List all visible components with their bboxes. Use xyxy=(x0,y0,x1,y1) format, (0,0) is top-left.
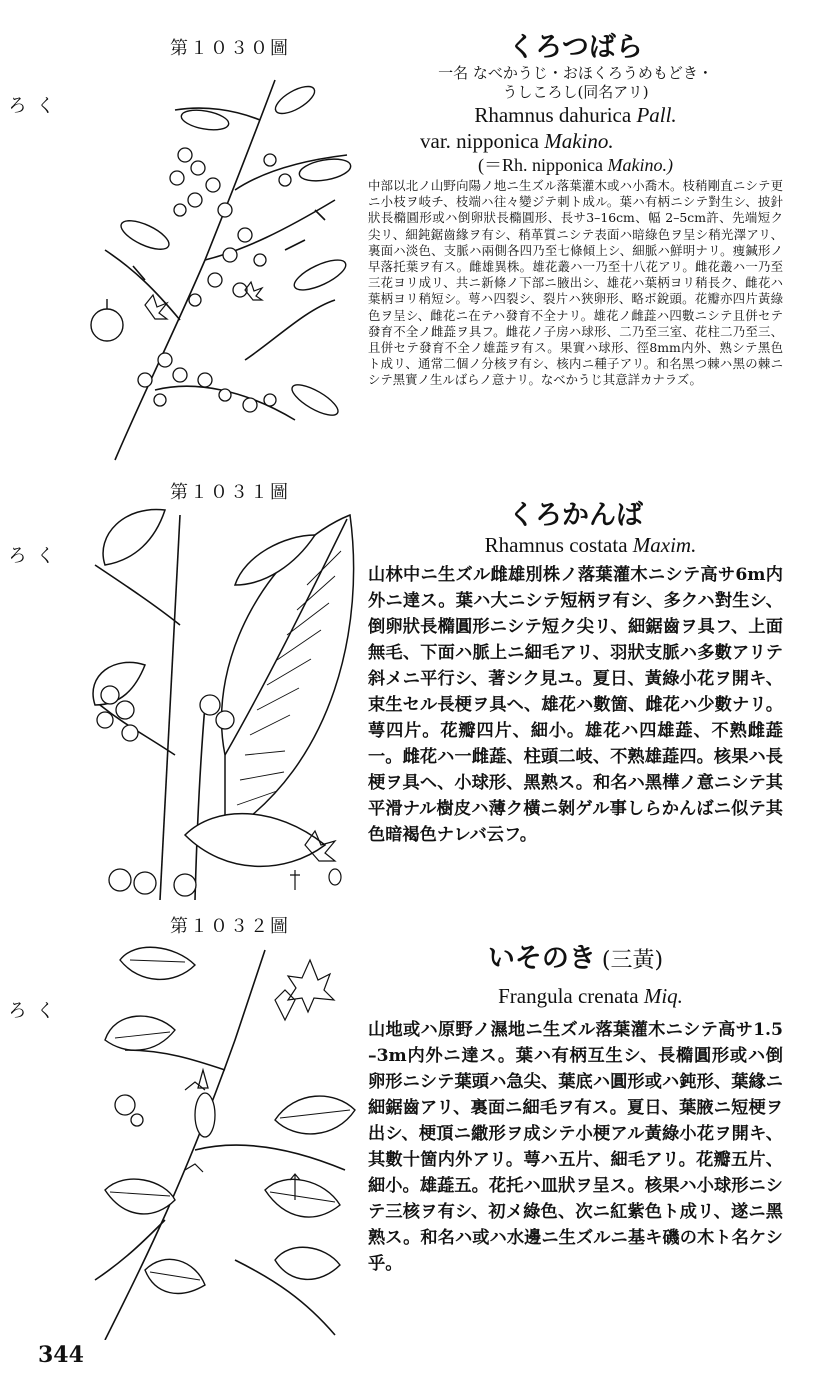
entry-text xyxy=(368,32,783,389)
scientific-name xyxy=(368,983,783,1009)
alias-line: うしころし(同名アリ) xyxy=(502,83,649,101)
family-label: くろ xyxy=(5,545,55,565)
japanese-name-kanji: (三黃) xyxy=(601,948,664,973)
synonym xyxy=(368,154,783,176)
figure-number: 第１０３２圖 xyxy=(170,916,290,937)
japanese-name-text: いそのき xyxy=(487,943,596,974)
japanese-name: くろかんば xyxy=(508,500,643,531)
scientific-author: Miq. xyxy=(643,984,683,1008)
japanese-name xyxy=(368,943,783,977)
variety-text: var. nipponica xyxy=(420,129,539,153)
illustration-isonoki xyxy=(85,940,357,1340)
entry-text xyxy=(368,943,783,1277)
variety-author: Makino. xyxy=(544,129,614,153)
description: 中部以北ノ山野向陽ノ地ニ生ズル落葉灌木或ハ小喬木。枝稍剛直ニシテ更ニ小枝ヲ岐チ、枝端ハ往々變ジテ刺ト成ル。葉ハ有柄ニシテ對生シ、披針狀長橢圓形或ハ倒卵狀長橢圓形、長サ3–16cm、幅 2–5cm許、先端短ク尖リ、細鈍鋸齒緣ヲ有シ、稍革質ニシテ表面ハ暗綠色ヲ呈シ稍光澤アリ、裏面ハ淡色、支脈ハ兩側各四乃至七條傾上シ、細脈ハ鮮明ナリ。痩鍼形ノ早落托葉ヲ有ス。雌雄異株。雄花叢ハ一乃至十八花アリ。雌花叢ハ一乃至三花ヨリ成リ、共ニ新條ノ下部ニ腋出シ、雄花ハ葉柄ヨリ稍長ク、雌花ハ葉柄ヨリ稍短シ。萼ハ四裂シ、裂片ハ狹卵形、略ボ銳頭。花瓣亦四片黃綠色ヲ呈シ、雌花ニ在テハ發育不全ナリ。雄花ノ雌蕋ハ四數ニシテ且併セテ發育不全ノ雌蕋ヲ具フ。雌花ノ子房ハ球形、二乃至三室、花柱二乃至三、且併セテ發育不全ノ雄蕋ヲ有ス。果實ハ球形、徑8mm内外、熟シテ黑色ト成リ、通常二個ノ分核ヲ有シ、核内ニ種子アリ。和名黑つ棘ハ黑の棘ニシテ黑實ノ生ルばらノ意ナリ。なべかうじ其意詳カナラズ。 xyxy=(368,178,783,388)
family-label: くろ xyxy=(5,1000,55,1020)
illustration-kurokanba xyxy=(85,505,357,900)
scientific-author: Maxim. xyxy=(632,533,697,557)
page-number: 344 xyxy=(38,1342,84,1368)
scientific-author: Pall. xyxy=(636,103,677,127)
synonym-text: (＝Rh. nipponica xyxy=(478,155,603,175)
description: 山地或ハ原野ノ濕地ニ生ズル落葉灌木ニシテ高サ1.5–3m内外ニ達ス。葉ハ有柄互生シ、長橢圓形或ハ倒卵形ニシテ葉頭ハ急尖、葉底ハ圓形或ハ鈍形、葉緣ニ細鋸齒アリ、裏面ニ細毛ヲ有ス。夏日、葉腋ニ短梗ヲ出シ、梗頂ニ繖形ヲ成シテ小梗アル黃綠小花ヲ開キ、其數十箇内外アリ。萼ハ五片、細毛アリ。花瓣五片、細小。雄蕋五。花托ハ皿狀ヲ呈ス。核果ハ小球形ニシテ三核ヲ有シ、初メ綠色、次ニ紅紫色ト成リ、遂ニ黑熟ス。和名ハ或ハ水邊ニ生ズルニ基キ磯の木ト名ケシ乎。 xyxy=(368,1020,783,1274)
scientific-name-text: Rhamnus costata xyxy=(484,533,628,557)
scientific-name-text: Frangula crenata xyxy=(498,984,639,1008)
scientific-name xyxy=(368,532,783,558)
alias-line: 一名 なべかうじ・おほくろうめもどき・ xyxy=(438,64,713,82)
illustration-kurotsubara xyxy=(85,60,357,468)
figure-number: 第１０３０圖 xyxy=(170,38,290,59)
family-label: くろ xyxy=(5,95,55,115)
description: 山林中ニ生ズル雌雄別株ノ落葉灌木ニシテ高サ6m内外ニ達ス。葉ハ大ニシテ短柄ヲ有シ、多クハ對生シ、倒卵狀長橢圓形ニシテ短ク尖リ、細鋸齒ヲ具フ、上面無毛、下面ハ脈上ニ細毛アリ、羽狀支脈ハ多數アリテ斜メニ平行シ、著シク見ユ。夏日、黃綠小花ヲ開キ、束生セル長梗ヲ具ヘ、雄花ハ數箇、雌花ハ少數ナリ。萼四片。花瓣四片、細小。雄花ハ四雄蕋、不熟雌蕋一。雌花ハ一雌蕋、柱頭二岐、不熟雄蕋四。核果ハ長梗ヲ具ヘ、小球形、黑熟ス。和名ハ黑樺ノ意ニシテ其平滑ナル樹皮ハ薄ク橫ニ剝ゲル事しらかんばニ似テ其色暗褐色ナレバ云フ。 xyxy=(368,565,783,845)
scientific-name-text: Rhamnus dahurica xyxy=(474,103,632,127)
japanese-name: くろつばら xyxy=(508,32,643,63)
scientific-name xyxy=(368,102,783,128)
plant-illustration xyxy=(85,60,357,468)
plant-illustration xyxy=(85,940,357,1340)
figure-number: 第１０３１圖 xyxy=(170,482,290,503)
entry-text xyxy=(368,500,783,848)
variety-name xyxy=(368,128,783,154)
plant-illustration xyxy=(85,505,357,900)
synonym-author: Makino.) xyxy=(607,155,673,175)
